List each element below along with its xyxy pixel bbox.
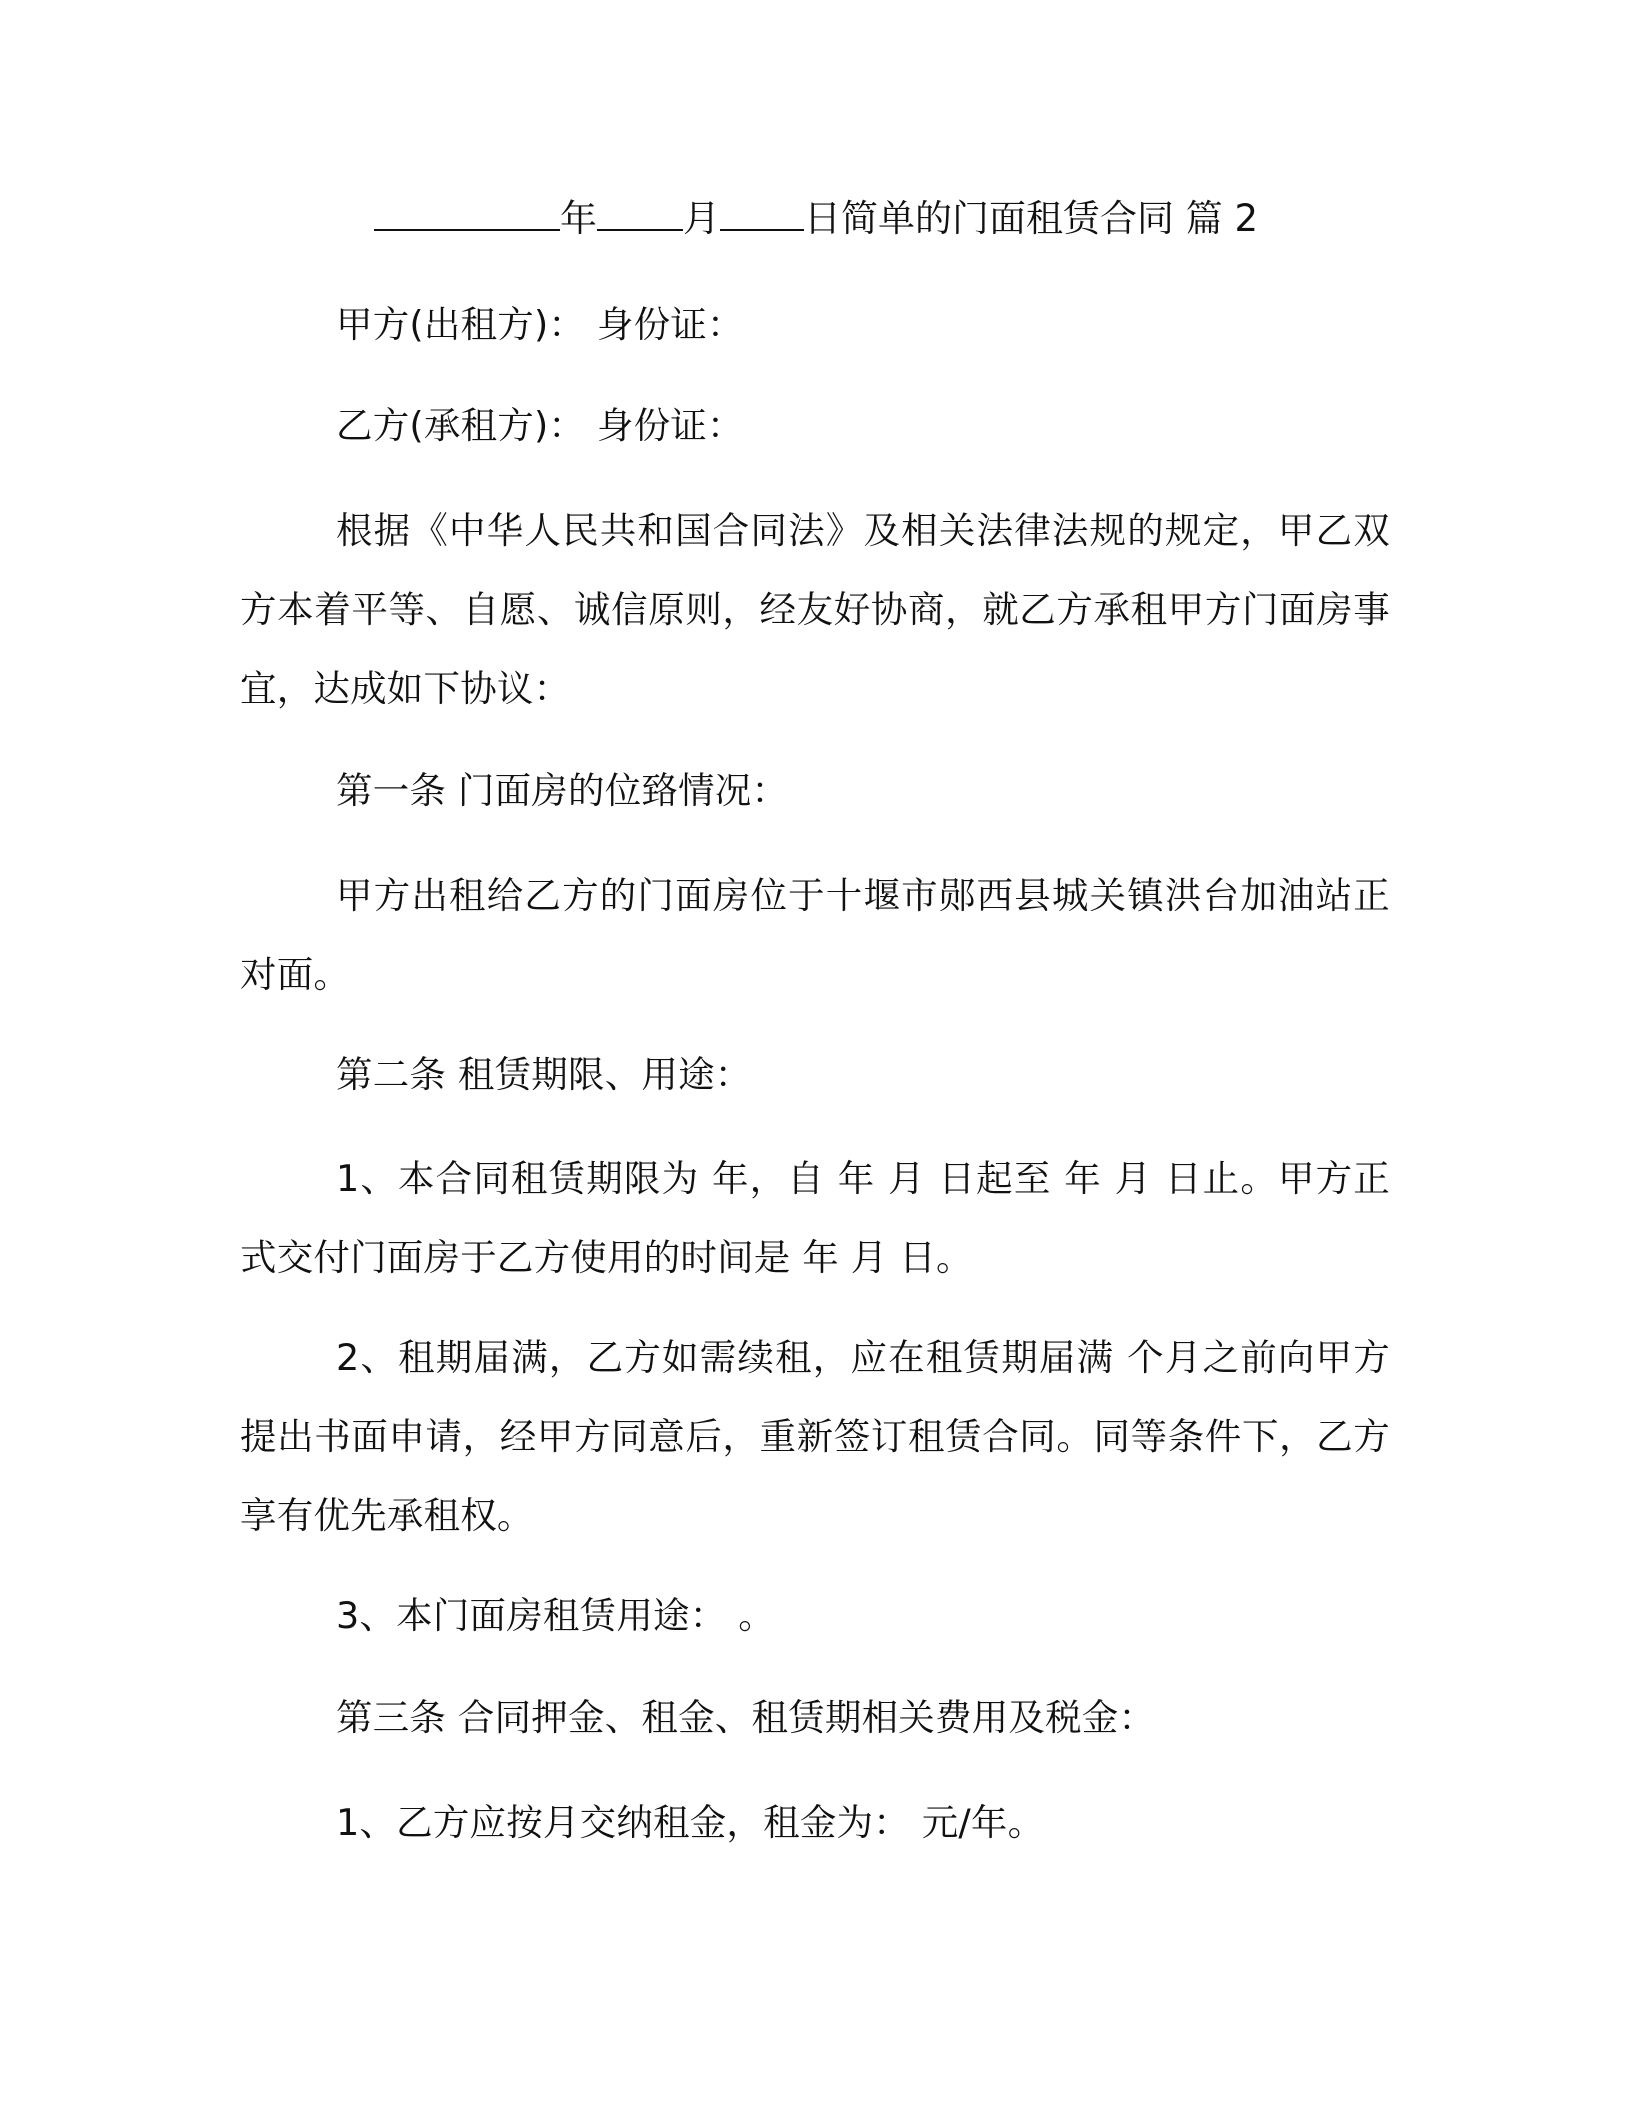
article-1-heading: 第一条 门面房的位臵情况： (336, 769, 789, 812)
article-3-heading: 第三条 合同押金、租金、租赁期相关费用及税金： (336, 1696, 1156, 1739)
party-a-line: 甲方(出租方)： 身份证： (336, 303, 744, 346)
rent-clause-1: 1、乙方应按月交纳租金，租金为： 元/年。 (336, 1801, 1045, 1844)
document-title (0, 193, 1632, 245)
day-blank (720, 197, 804, 231)
year-blank (374, 197, 560, 231)
month-blank (597, 197, 683, 231)
party-b-line: 乙方(承租方)： 身份证： (336, 404, 744, 447)
article-2-heading: 第二条 租赁期限、用途： (336, 1053, 752, 1096)
title-year-label: 年 (559, 197, 597, 240)
intro-paragraph: 根据《中华人民共和国合同法》及相关法律法规的规定，甲乙双方本着平等、自愿、诚信原则，经友好协商，就乙方承租甲方门面房事宜，达成如下协议： (240, 509, 1390, 710)
term-clause-2: 2、租期届满，乙方如需续租，应在租赁期届满 个月之前向甲方提出书面申请，经甲方同意后，重新签订租赁合同。同等条件下，乙方享有优先承租权。 (240, 1336, 1390, 1537)
term-clause-1: 1、本合同租赁期限为 年，自 年 月 日起至 年 月 日止。甲方正式交付门面房于乙方使用的时间是 年 月 日。 (240, 1157, 1390, 1279)
location-paragraph: 甲方出租给乙方的门面房位于十堰市郧西县城关镇洪台加油站正对面。 (240, 874, 1390, 996)
title-month-label: 月 (682, 197, 720, 240)
term-clause-3: 3、本门面房租赁用途： 。 (336, 1594, 775, 1637)
title-text: 日简单的门面租赁合同 篇 2 (803, 197, 1259, 240)
